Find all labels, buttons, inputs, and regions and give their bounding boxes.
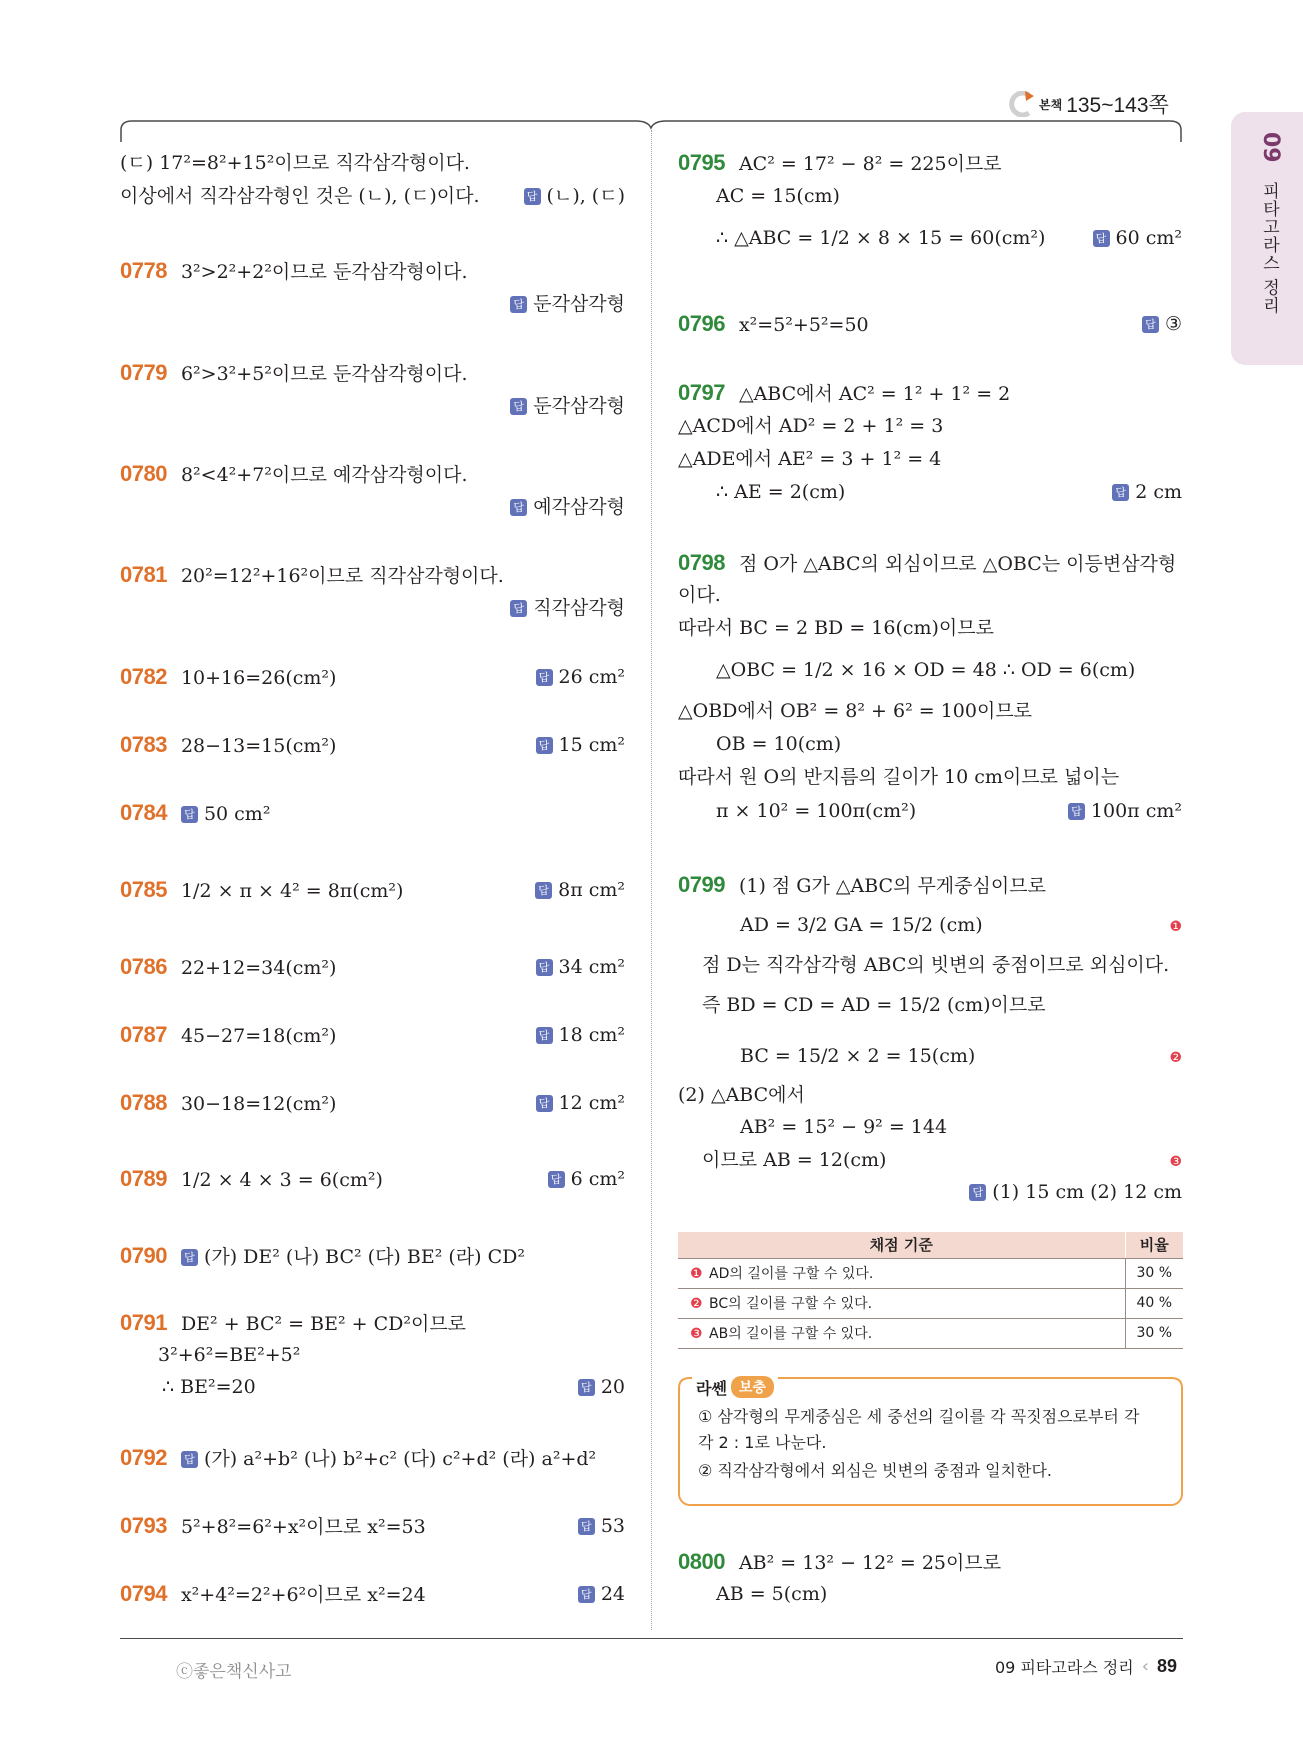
step-marker	[1169, 1043, 1182, 1071]
solution-line: (2) △ABC에서	[678, 1084, 805, 1106]
solution-line: △OBD에서 OB² = 8² + 6² = 100이므로	[678, 700, 1033, 722]
answer-badge-icon: 답	[1093, 230, 1110, 247]
solution-line: 10+16=26(cm²)	[180, 667, 337, 689]
table-row	[678, 1258, 1183, 1288]
answer	[536, 1022, 626, 1048]
table-header: 채점 기준	[678, 1232, 1125, 1258]
problem-number: 0781	[120, 562, 167, 587]
answer	[524, 183, 625, 209]
solution-line: △ACD에서 AD² = 2 + 1² = 3	[678, 415, 944, 437]
answer-badge-icon: 답	[578, 1518, 595, 1535]
answer-badge-icon: 답	[510, 398, 527, 415]
answer-badge-icon: 답	[536, 669, 553, 686]
problem-number: 0798	[678, 550, 725, 575]
answer-value: (1) 15 cm (2) 12 cm	[992, 1181, 1182, 1203]
problem-number: 0778	[120, 258, 167, 283]
problem-number: 0786	[120, 954, 167, 979]
table-header: 비율	[1125, 1232, 1183, 1258]
answer-badge-icon: 답	[1068, 803, 1085, 820]
ratio-cell: 30 %	[1125, 1258, 1183, 1288]
solution-line: x²=5²+5²=50	[738, 314, 869, 336]
criteria-cell	[678, 1318, 1125, 1348]
solution-line: BC = 15/2 × 2 = 15(cm)	[740, 1045, 976, 1067]
solution-line: 점 O가 △ABC의 외심이므로 △OBC는 이등변삼각형	[738, 553, 1177, 575]
solution-line: 따라서 BC = 2 BD = 16(cm)이므로	[678, 617, 994, 639]
step-marker-3: ❸	[1169, 1154, 1182, 1170]
solution-line: 이상에서 직각삼각형인 것은 (ㄴ), (ㄷ)이다.	[120, 185, 480, 207]
solution-line: AC = 15(cm)	[716, 185, 840, 207]
tip-tag-badge: 보충	[731, 1376, 774, 1398]
answer-badge-icon: 답	[510, 499, 527, 516]
answer	[1068, 798, 1182, 824]
tip-line: ① 삼각형의 무게중심은 세 중선의 길이를 각 꼭짓점으로부터 각	[698, 1407, 1140, 1426]
footer-divider	[120, 1638, 1183, 1639]
step-marker-2: ❷	[690, 1296, 703, 1312]
solution-line: 3²>2²+2²이므로 둔각삼각형이다.	[180, 261, 468, 283]
solution-line: △OBC = 1/2 × 16 × OD = 48 ∴ OD = 6(cm)	[716, 659, 1136, 681]
table-row	[678, 1288, 1183, 1318]
chapter-tab	[1231, 112, 1303, 365]
solution-line: 이다.	[678, 584, 721, 606]
step-marker-3: ❸	[690, 1326, 703, 1342]
answer-badge-icon: 답	[535, 882, 552, 899]
problem-number: 0788	[120, 1090, 167, 1115]
answer-badge-icon: 답	[536, 959, 553, 976]
answer	[578, 1581, 625, 1607]
answer	[536, 1090, 626, 1116]
solution-line: ∴ BE²=20	[162, 1376, 256, 1398]
solution-line: ∴ AE = 2(cm)	[716, 481, 846, 503]
problem-number: 0792	[120, 1445, 167, 1470]
problem-number: 0796	[678, 311, 725, 336]
answer-value: 60 cm²	[1115, 227, 1182, 249]
solution-line: 8²<4²+7²이므로 예각삼각형이다.	[180, 464, 468, 486]
answer-value: 50 cm²	[203, 803, 271, 825]
problem-number: 0791	[120, 1310, 167, 1335]
solution-line: AB² = 13² − 12² = 25이므로	[738, 1552, 1002, 1574]
tip-line: ② 직각삼각형에서 외심은 빗변의 중점과 일치한다.	[698, 1461, 1052, 1480]
publisher-credit: ⓒ좋은책신사고	[176, 1662, 292, 1682]
answer	[1112, 479, 1182, 505]
solution-line: 22+12=34(cm²)	[180, 957, 337, 979]
answer-badge-icon: 답	[524, 188, 541, 205]
tip-box	[678, 1388, 1183, 1506]
answer-value: 2 cm	[1135, 481, 1182, 503]
problem-number: 0789	[120, 1166, 167, 1191]
ratio-cell: 40 %	[1125, 1288, 1183, 1318]
answer-value: ③	[1164, 313, 1182, 335]
answer-value: 100π cm²	[1090, 800, 1182, 822]
solution-line: DE² + BC² = BE² + CD²이므로	[180, 1313, 467, 1335]
page-number: 89	[1156, 1656, 1177, 1676]
problem-number: 0782	[120, 664, 167, 689]
solution-line: 30−18=12(cm²)	[180, 1093, 337, 1115]
answer	[510, 595, 625, 621]
step-marker	[1169, 912, 1182, 940]
answer	[578, 1513, 625, 1539]
table-row	[678, 1318, 1183, 1348]
answer-value: 8π cm²	[558, 879, 625, 901]
tip-label	[692, 1373, 778, 1401]
solution-line: AC² = 17² − 8² = 225이므로	[738, 153, 1002, 175]
solution-line: 3²+6²=BE²+5²	[158, 1344, 301, 1366]
answer-badge-icon: 답	[181, 806, 198, 823]
problem-number: 0800	[678, 1549, 725, 1574]
column-divider	[651, 130, 652, 1630]
problem-number: 0779	[120, 360, 167, 385]
solution-line: (1) 점 G가 △ABC의 무게중심이므로	[738, 875, 1046, 897]
answer-badge-icon: 답	[1142, 316, 1159, 333]
answer-badge-icon: 답	[536, 737, 553, 754]
problem-number: 0793	[120, 1513, 167, 1538]
solution-line: OB = 10(cm)	[716, 733, 842, 755]
problem-number: 0780	[120, 461, 167, 486]
answer-value: 직각삼각형	[533, 597, 625, 619]
solution-line: 20²=12²+16²이므로 직각삼각형이다.	[180, 565, 504, 587]
solution-line: △ADE에서 AE² = 3 + 1² = 4	[678, 448, 942, 470]
scoring-criteria-table	[678, 1232, 1183, 1349]
tip-brand: 라쎈	[696, 1378, 727, 1398]
answer	[548, 1166, 625, 1192]
solution-line: AD = 3/2 GA = 15/2 (cm)	[740, 914, 983, 936]
answer-value: 6 cm²	[570, 1168, 625, 1190]
page-range: 135~143쪽	[1066, 94, 1169, 117]
curved-arrow-icon	[1005, 91, 1035, 117]
criteria-text: AB의 길이를 구할 수 있다.	[709, 1326, 873, 1342]
answer-value: (ㄴ), (ㄷ)	[546, 185, 625, 207]
footer-chapter: 09 피타고라스 정리	[995, 1658, 1134, 1677]
solution-line: 6²>3²+5²이므로 둔각삼각형이다.	[180, 363, 468, 385]
answer-value: 18 cm²	[558, 1024, 625, 1046]
answer-badge-icon: 답	[548, 1171, 565, 1188]
ratio-cell: 30 %	[1125, 1318, 1183, 1348]
problem-number: 0799	[678, 872, 725, 897]
step-marker-1: ❶	[690, 1266, 703, 1282]
answer	[510, 291, 625, 317]
answer-badge-icon: 답	[969, 1184, 986, 1201]
solution-line: △ABC에서 AC² = 1² + 1² = 2	[738, 383, 1011, 405]
answer	[969, 1179, 1182, 1205]
answer-badge-icon: 답	[536, 1027, 553, 1044]
answer	[535, 877, 625, 903]
answer	[1142, 311, 1182, 337]
answer-value: 12 cm²	[558, 1092, 625, 1114]
answer-value: (가) DE² (나) BC² (다) BE² (라) CD²	[203, 1246, 525, 1268]
solution-line: 45−27=18(cm²)	[180, 1025, 337, 1047]
answer-value: 34 cm²	[558, 956, 625, 978]
chapter-number: 09	[1258, 132, 1283, 163]
criteria-cell	[678, 1288, 1125, 1318]
book-label: 본책	[1039, 97, 1063, 112]
criteria-text: BC의 길이를 구할 수 있다.	[709, 1296, 873, 1312]
answer	[578, 1374, 625, 1400]
solution-line: 1/2 × 4 × 3 = 6(cm²)	[180, 1169, 383, 1191]
solution-line: AB² = 15² − 9² = 144	[740, 1116, 948, 1138]
solution-line: π × 10² = 100π(cm²)	[716, 800, 917, 822]
solution-line: (ㄷ) 17²=8²+15²이므로 직각삼각형이다.	[120, 152, 470, 174]
solution-line: AB = 5(cm)	[716, 1583, 828, 1605]
answer-value: 24	[600, 1583, 625, 1605]
answer-value: 15 cm²	[558, 734, 625, 756]
solution-line: ∴ △ABC = 1/2 × 8 × 15 = 60(cm²)	[716, 227, 1046, 249]
solution-line: 1/2 × π × 4² = 8π(cm²)	[180, 880, 404, 902]
problem-number: 0787	[120, 1022, 167, 1047]
footer-page-info	[995, 1655, 1177, 1678]
answer-badge-icon: 답	[1112, 484, 1129, 501]
problem-number: 0797	[678, 380, 725, 405]
step-marker-2: ❷	[1169, 1050, 1182, 1066]
solution-line: 28−13=15(cm²)	[180, 735, 337, 757]
answer	[536, 954, 626, 980]
step-marker	[1169, 1147, 1182, 1175]
solution-line: 이므로 AB = 12(cm)	[702, 1149, 887, 1171]
tip-line: 각 2 : 1로 나눈다.	[698, 1433, 827, 1452]
step-marker-1: ❶	[1169, 919, 1182, 935]
answer-badge-icon: 답	[578, 1379, 595, 1396]
solution-line: 따라서 원 O의 반지름의 길이가 10 cm이므로 넓이는	[678, 766, 1120, 788]
answer-value: 26 cm²	[558, 666, 625, 688]
answer-value: 53	[600, 1515, 625, 1537]
problem-number: 0790	[120, 1243, 167, 1268]
answer-badge-icon: 답	[181, 1451, 198, 1468]
problem-number: 0784	[120, 800, 167, 825]
answer-value: 예각삼각형	[533, 496, 625, 518]
chevron-left-icon: ‹	[1141, 1656, 1149, 1677]
answer-value: 둔각삼각형	[533, 395, 625, 417]
answer	[510, 393, 625, 419]
criteria-text: AD의 길이를 구할 수 있다.	[709, 1266, 874, 1282]
answer-value: (가) a²+b² (나) b²+c² (다) c²+d² (라) a²+d²	[203, 1448, 597, 1470]
solution-line: 점 D는 직각삼각형 ABC의 빗변의 중점이므로 외심이다.	[702, 954, 1170, 976]
answer-value: 20	[600, 1376, 625, 1398]
problem-number: 0794	[120, 1581, 167, 1606]
answer	[1093, 225, 1183, 251]
solution-line: x²+4²=2²+6²이므로 x²=24	[180, 1584, 426, 1606]
answer-badge-icon: 답	[510, 600, 527, 617]
answer-badge-icon: 답	[536, 1095, 553, 1112]
answer	[536, 664, 626, 690]
answer	[536, 732, 626, 758]
answer-badge-icon: 답	[510, 296, 527, 313]
answer-value: 둔각삼각형	[533, 293, 625, 315]
criteria-cell	[678, 1258, 1125, 1288]
problem-number: 0785	[120, 877, 167, 902]
answer-badge-icon: 답	[181, 1249, 198, 1266]
chapter-title: 피타고라스 정리	[1259, 182, 1279, 315]
solution-line: 5²+8²=6²+x²이므로 x²=53	[180, 1516, 426, 1538]
answer-badge-icon: 답	[578, 1586, 595, 1603]
answer	[510, 494, 625, 520]
page-reference	[1005, 90, 1169, 118]
problem-number: 0783	[120, 732, 167, 757]
solution-line: 즉 BD = CD = AD = 15/2 (cm)이므로	[702, 994, 1046, 1016]
problem-number: 0795	[678, 150, 725, 175]
